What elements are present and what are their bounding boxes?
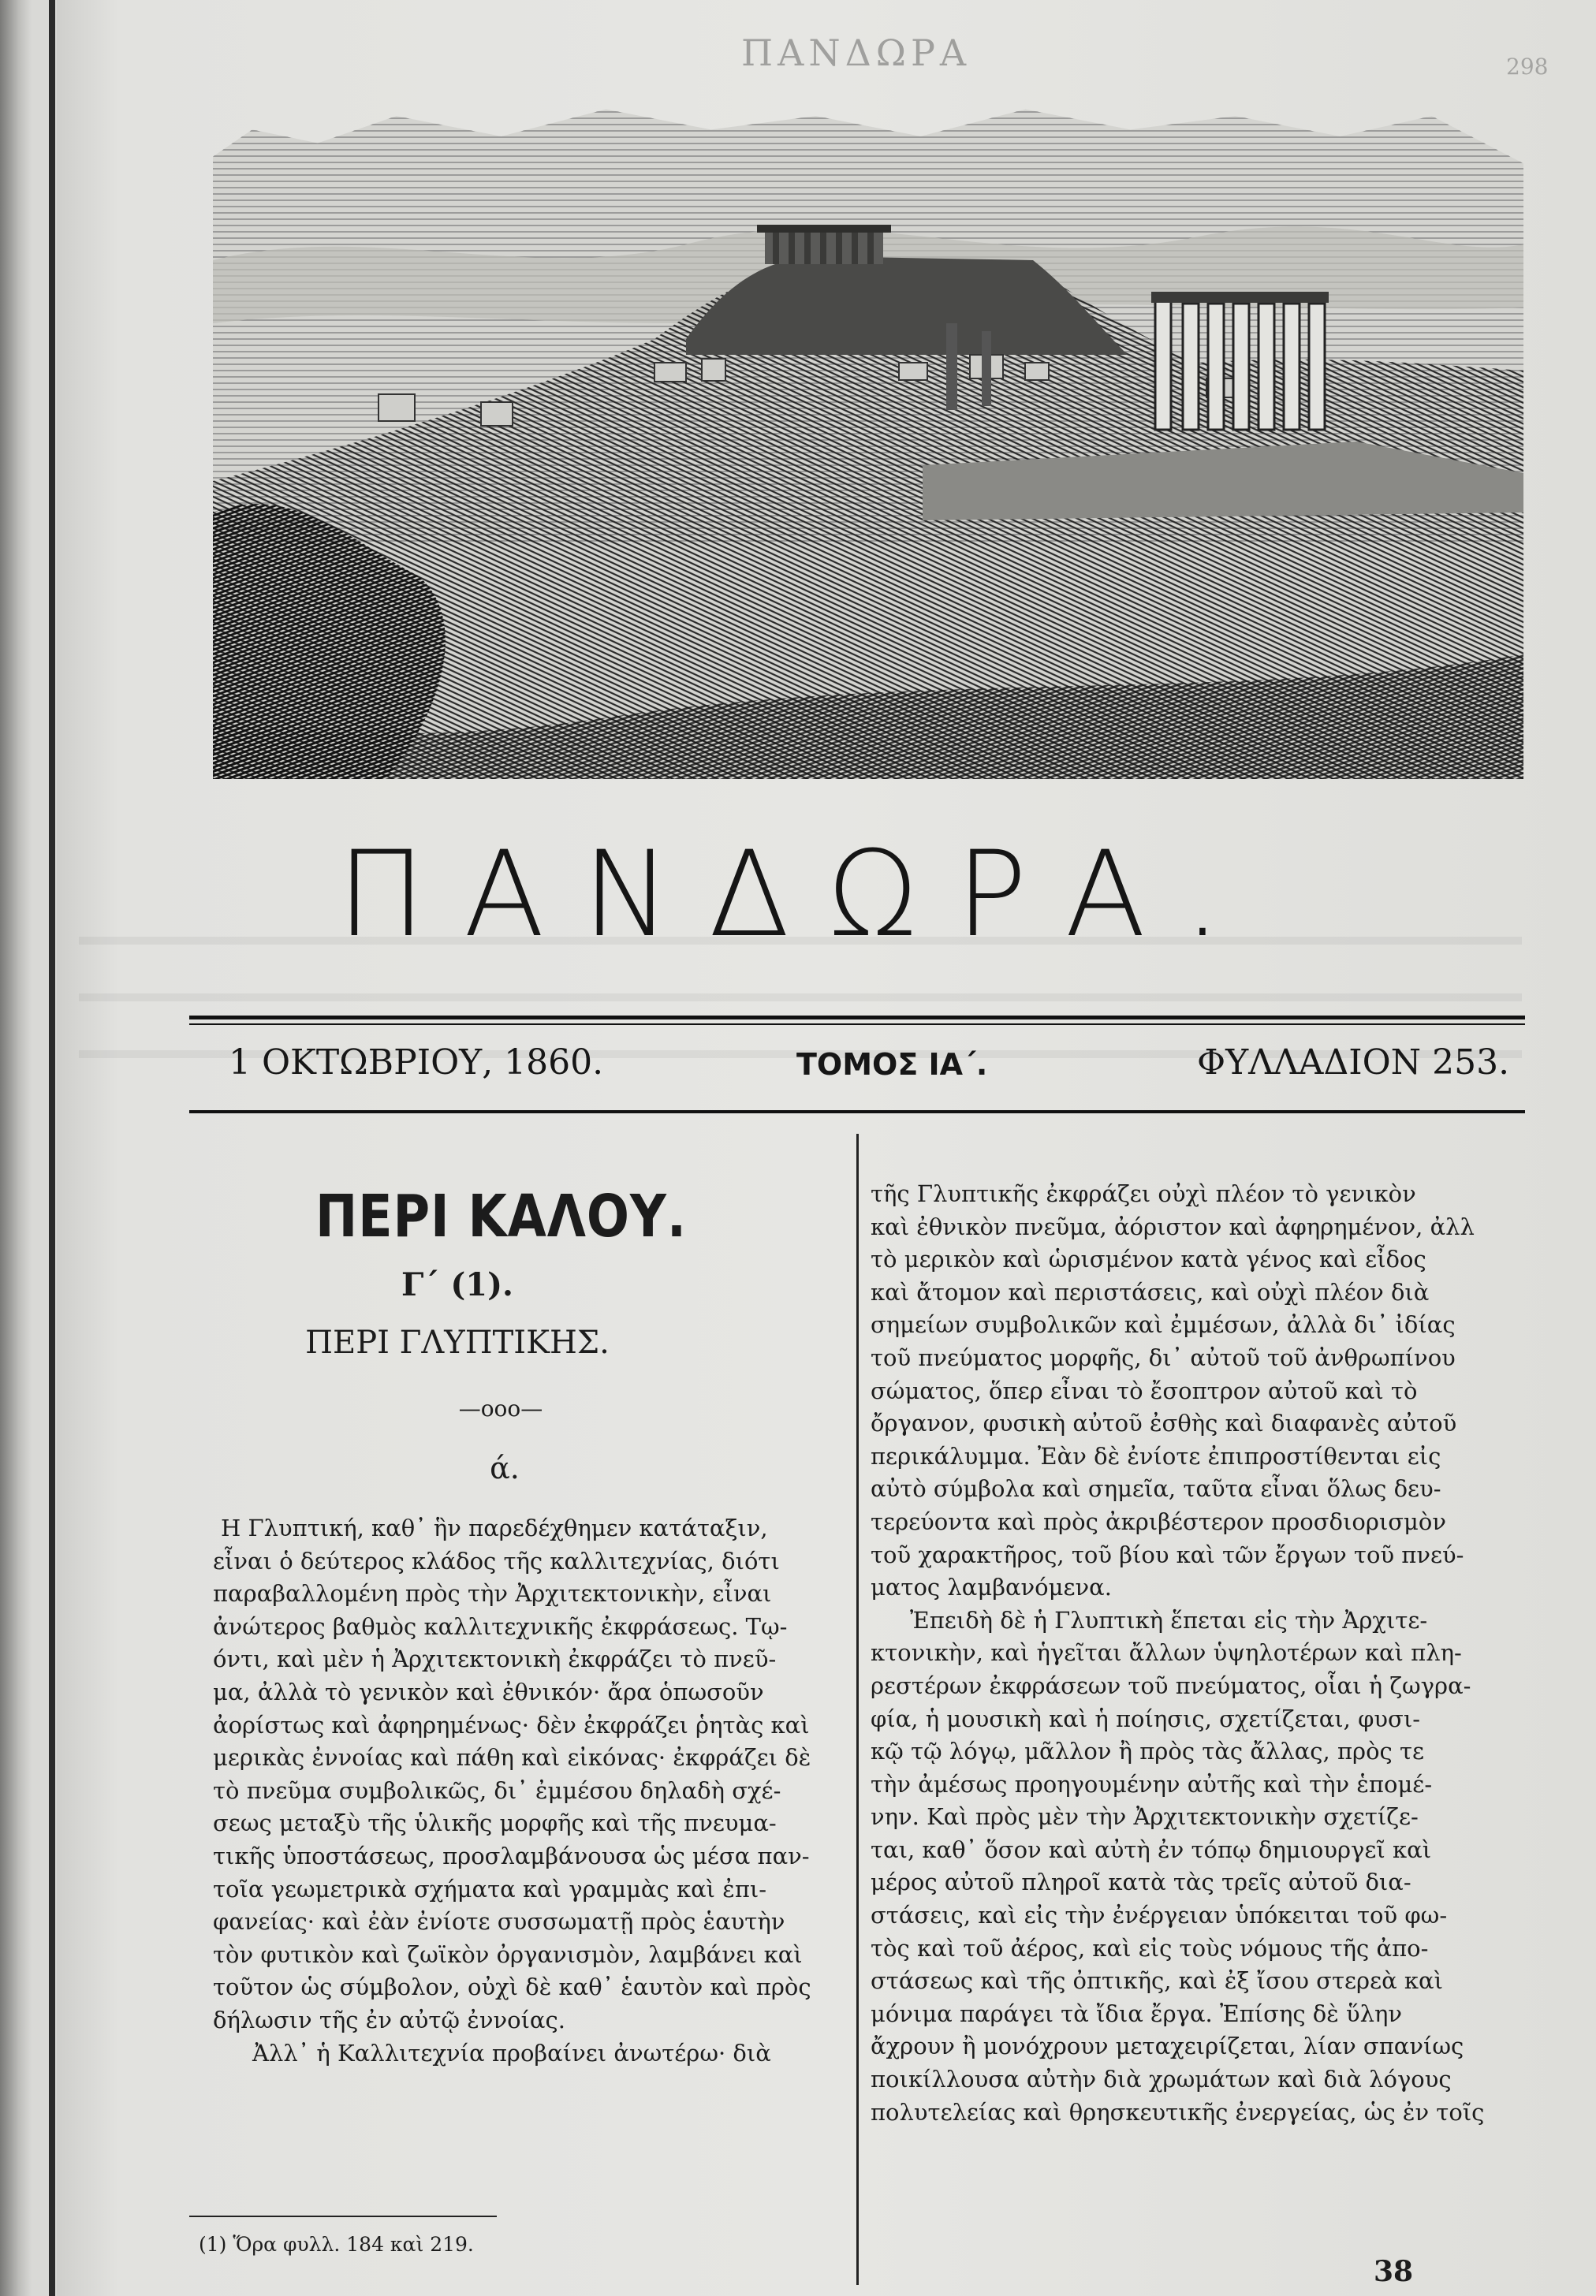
column-rule: [856, 1134, 859, 2285]
text-line: δήλωσιν τῆς ἐν αὐτῷ ἐννοίας.: [213, 2006, 565, 2033]
text-line: Ἐπειδὴ δὲ ἡ Γλυπτικὴ ἕπεται εἰς τὴν Ἀρχιτε-: [910, 1606, 1428, 1634]
text-line: στάσεις, καὶ εἰς τὴν ἐνέργειαν ὑπόκειται τοῦ φω-: [871, 1902, 1448, 1929]
text-line: μέρος αὐτοῦ πληροῖ κατὰ τὰς τρεῖς αὐτοῦ δια-: [871, 1869, 1411, 1896]
text-line: μερικὰς ἐννοίας καὶ πάθη καὶ εἰκόνας· ἐκφράζει δὲ: [213, 1744, 811, 1772]
text-line: τοῦτον ὡς σύμβολον, οὐχὶ δὲ καθ᾽ ἑαυτὸν καὶ πρὸς: [213, 1974, 811, 2001]
masthead-rule-bottom: [189, 1110, 1525, 1113]
volume-number: ΤΟΜΟΣ ΙΑ΄.: [796, 1047, 988, 1082]
text-line: αὐτὸ σύμβολα καὶ σημεῖα, ταῦτα εἶναι ὅλως δευ-: [871, 1475, 1441, 1503]
text-line: καὶ ἐθνικὸν πνεῦμα, ἀόριστον καὶ ἀφηρημένον, ἀλλ: [871, 1213, 1475, 1240]
text-line: τὸ μερικὸν καὶ ὡρισμένον κατὰ γένος καὶ εἶδος: [871, 1246, 1426, 1273]
text-line: παραβαλλομένη πρὸς τὴν Ἀρχιτεκτονικὴν, εἶναι: [213, 1580, 772, 1608]
issue-date: 1 ΟΚΤΩΒΡΙΟΥ, 1860.: [229, 1042, 604, 1083]
text-line: τὴν ἀμέσως προηγουμένην αὐτῆς καὶ τὴν ἑπομέ-: [871, 1770, 1433, 1798]
text-line: Ἀλλ᾽ ἡ Καλλιτεχνία προβαίνει ἀνωτέρω· διὰ: [252, 2039, 771, 2067]
acropolis-engraving-icon: [213, 102, 1523, 779]
text-line: εἶναι ὁ δεύτερος κλάδος τῆς καλλιτεχνίας, διότι: [213, 1547, 780, 1575]
right-column: [871, 1178, 1533, 2129]
engraving: [213, 102, 1523, 779]
text-line: όντι, καὶ μὲν ἡ Ἀρχιτεκτονικὴ ἐκφράζει τὸ πνεῦ-: [213, 1646, 777, 1673]
text-line: νην. Καὶ πρὸς μὲν τὴν Ἀρχιτεκτονικὴν σχετίζε-: [871, 1803, 1419, 1831]
text-line: τὸν φυτικὸν καὶ ζωϊκὸν ὀργανισμὸν, λαμβάνει καὶ: [213, 1940, 803, 1968]
text-line: ὄργανον, φυσικὴ αὐτοῦ ἐσθὴς καὶ διαφανὲς αὐτοῦ: [871, 1410, 1457, 1437]
text-line: ται, καθ᾽ ὅσον καὶ αὐτὴ ἐν τόπῳ δημιουργεῖ καὶ: [871, 1836, 1432, 1863]
text-line: τερεύοντα καὶ πρὸς ἀκριβέστερον προσδιορισμὸν: [871, 1508, 1446, 1535]
text-line: ματος λαμβανόμενα.: [871, 1574, 1112, 1601]
running-page-number: 298: [1506, 54, 1549, 80]
article-part: Γ΄ (1).: [401, 1266, 513, 1303]
text-line: ἀορίστως καὶ ἀφηρημένως· δὲν ἐκφράζει ῥητὰς καὶ: [213, 1711, 810, 1739]
text-line: τοῦ πνεύματος μορφῆς, δι᾽ αὐτοῦ τοῦ ἀνθρωπίνου: [871, 1344, 1456, 1371]
running-head: ΠΑΝΔΩΡΑ: [741, 32, 971, 74]
section-letter: ά.: [490, 1451, 520, 1485]
text-line: φία, ἡ μουσικὴ καὶ ἡ ποίησις, σχετίζεται, φυσι-: [871, 1705, 1420, 1732]
text-line: ποικίλλουσα αὐτὴν διὰ χρωμάτων καὶ διὰ λόγους: [871, 2066, 1452, 2093]
binding-shadow: [0, 0, 32, 2296]
text-line: τὸς καὶ τοῦ ἀέρος, καὶ εἰς τοὺς νόμους τῆς ἀπο-: [871, 1934, 1429, 1962]
text-line: μόνιμα παράγει τὰ ἴδια ἔργα. Ἐπίσης δὲ ὕλην: [871, 2000, 1403, 2027]
text-line: τῆς Γλυπτικῆς ἐκφράζει οὐχὶ πλέον τὸ γενικὸν: [871, 1180, 1416, 1207]
text-line: ἄχρουν ἢ μονόχρουν μεταχειρίζεται, λίαν σπανίως: [871, 2033, 1464, 2060]
masthead-rule-top: [189, 1016, 1525, 1019]
text-line: στάσεως καὶ τῆς ὀπτικῆς, καὶ ἐξ ἴσου στερεὰ καὶ: [871, 1967, 1443, 1995]
text-line: σημείων συμβολικῶν καὶ ἐμμέσων, ἀλλὰ δι᾽ ἰδίας: [871, 1311, 1456, 1339]
text-line: μα, ἀλλὰ τὸ γενικὸν καὶ ἐθνικόν· ἄρα ὁπωσοῦν: [213, 1678, 764, 1705]
text-line: σεως μεταξὺ τῆς ὑλικῆς μορφῆς καὶ τῆς πνευμα-: [213, 1810, 777, 1837]
text-line: φανείας· καὶ ἐὰν ἐνίοτε συσσωματῇ πρὸς ἑαυτὴν: [213, 1908, 785, 1936]
text-line: κτονικὴν, καὶ ἡγεῖται ἄλλων ὑψηλοτέρων καὶ πλη-: [871, 1639, 1462, 1667]
page-number: 38: [1374, 2255, 1414, 2288]
text-line: καὶ ἄτομον καὶ περιστάσεις, καὶ οὐχὶ πλέον διὰ: [871, 1278, 1430, 1306]
text-line: τικῆς ὑποστάσεως, προσλαμβάνουσα ὡς μέσα παν-: [213, 1842, 810, 1869]
left-column: [213, 1512, 844, 2070]
text-line: ρεστέρων ἐκφράσεων τοῦ πνεύματος, οἷαι ἡ ζωγρα-: [871, 1672, 1471, 1699]
binding-edge: [49, 0, 55, 2296]
article-subtitle: ΠΕΡΙ ΓΛΥΠΤΙΚΗΣ.: [305, 1325, 610, 1361]
masthead-title: ΠΑΝΔΩΡΑ.: [337, 826, 1259, 964]
issue-number: ΦΥΛΛΑΔΙΟΝ 253.: [1197, 1042, 1510, 1083]
masthead-rule-top-thin: [189, 1023, 1525, 1025]
footnote: (1) Ὅρα φυλλ. 184 καὶ 219.: [199, 2233, 474, 2256]
article-title: ΠΕΡΙ ΚΑΛΟΥ.: [315, 1183, 687, 1250]
text-line: περικάλυμμα. Ἐὰν δὲ ἐνίοτε ἐπιπροστίθενται εἰς: [871, 1442, 1441, 1470]
text-line: τὸ πνεῦμα συμβολικῶς, δι᾽ ἐμμέσου δηλαδὴ σχέ-: [213, 1776, 781, 1804]
text-line: τοῖα γεωμετρικὰ σχήματα καὶ γραμμὰς καὶ ἐπι-: [213, 1875, 767, 1903]
text-line: τοῦ χαρακτῆρος, τοῦ βίου καὶ τῶν ἔργων τοῦ πνεύ-: [871, 1541, 1464, 1568]
text-line: κῷ τῷ λόγῳ, μᾶλλον ἢ πρὸς τὰς ἄλλας, πρὸς τε: [871, 1738, 1425, 1765]
text-line: Η Γλυπτική, καθ᾽ ἣν παρεδέχθημεν κατάταξιν,: [221, 1515, 768, 1541]
footnote-rule: [189, 2216, 497, 2217]
text-line: σώματος, ὅπερ εἶναι τὸ ἔσοπτρον αὐτοῦ καὶ τὸ: [871, 1377, 1418, 1404]
text-line: ἀνώτερος βαθμὸς καλλιτεχνικῆς ἐκφράσεως. Τῳ-: [213, 1612, 788, 1640]
text-line: πολυτελείας καὶ θρησκευτικῆς ἐνεργείας, ὡς ἐν τοῖς: [871, 2098, 1485, 2126]
section-separator: —οοο—: [458, 1396, 543, 1422]
